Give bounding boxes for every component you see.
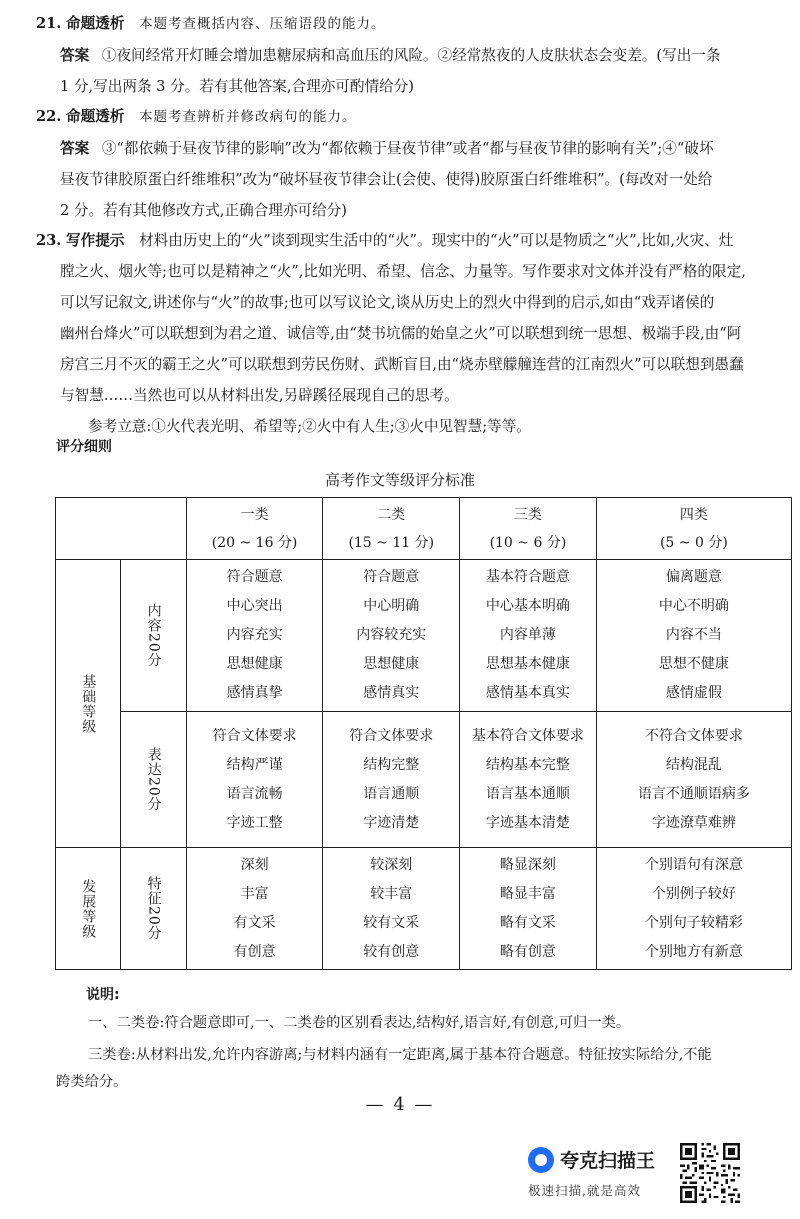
criterion: 结构基本完整: [485, 756, 570, 773]
grade-header: [186, 498, 323, 560]
grade-range: (10 ~ 6 分): [489, 534, 567, 551]
criterion: 略显丰富: [499, 885, 556, 902]
row-expression-label: 表达20分: [145, 747, 162, 812]
criterion: 较丰富: [370, 885, 413, 902]
answer-label: 答案: [60, 140, 90, 157]
grade-header: [596, 498, 791, 560]
question-intro: 本题考查概括内容、压缩语段的能力。: [139, 16, 386, 32]
criterion: 字迹清楚: [363, 814, 420, 831]
criterion: 内容单薄: [499, 627, 556, 643]
answer-text: 2 分。若有其他修改方式,正确合理亦可给分): [60, 202, 347, 219]
criterion: 丰富: [240, 885, 269, 902]
table-cell: [186, 560, 323, 712]
page-number: — 4 —: [365, 1094, 435, 1115]
table-cell: [460, 848, 597, 970]
question-23: [36, 225, 774, 442]
table-cell: [323, 560, 460, 712]
question-number: 22.: [36, 108, 62, 125]
grade-range: (15 ~ 11 分): [348, 534, 435, 551]
criterion: 语言通顺: [363, 785, 420, 802]
question-label: 命题透析: [66, 15, 125, 32]
group-basic-cell: [56, 560, 121, 848]
grade-range: (20 ~ 16 分): [211, 534, 298, 551]
criterion: 结构混乱: [665, 756, 722, 773]
criterion: 偏离题意: [665, 569, 722, 585]
answer-text: 1 分,写出两条 3 分。若有其他答案,合理亦可酌情给分): [60, 78, 414, 95]
criterion: 思想基本健康: [485, 656, 570, 672]
grade-name: 二类: [377, 506, 406, 523]
criterion: 语言基本通顺: [485, 785, 570, 802]
grade-name: 四类: [679, 506, 708, 523]
criterion: 有文采: [233, 914, 276, 931]
grade-range: (5 ~ 0 分): [659, 534, 728, 551]
criterion: 略有创意: [499, 943, 556, 960]
question-label: 写作提示: [66, 232, 125, 249]
table-cell: [596, 560, 791, 712]
answer-text: ③“都依赖于昼夜节律的影响”改为“都依赖于昼夜节律”或者“都与昼夜节律的影响有关”;④“破坏: [101, 140, 714, 157]
criterion: 个别句子较精彩: [644, 914, 743, 931]
notes-heading: 说明:: [86, 987, 120, 1003]
table-cell: [323, 848, 460, 970]
group-basic-label: 基础等级: [80, 673, 97, 734]
grade-header: [323, 498, 460, 560]
brand-name: 夸克扫描王: [560, 1150, 656, 1172]
writing-tip-text: 与智慧……当然也可以从材料出发,另辟蹊径展现自己的思考。: [60, 387, 459, 404]
grade-name: 一类: [240, 506, 269, 523]
criterion: 不符合文体要求: [644, 727, 743, 744]
row-expression-cell: [121, 712, 186, 848]
criterion: 语言流畅: [226, 785, 283, 802]
criterion: 字迹基本清楚: [485, 814, 570, 831]
criterion: 感情真实: [363, 685, 420, 701]
table-cell: [323, 712, 460, 848]
criterion: 内容较充实: [356, 627, 427, 643]
criterion: 有创意: [233, 943, 276, 960]
criterion: 较深刻: [370, 856, 413, 873]
row-feature-label: 特征20分: [145, 876, 162, 941]
writing-tip-text: 可以写记叙文,讲述你与“火”的故事;也可以写议论文,谈从历史上的烈火中得到的启示,如由“戏弄诸侯的: [60, 294, 715, 311]
criterion: 个别语句有深意: [644, 856, 743, 873]
writing-tip-text: 幽州台烽火”可以联想到为君之道、诚信等,由“焚书坑儒的始皇之火”可以联想到统一思想、极端手段,由“阿: [60, 325, 742, 342]
brand-slogan: 极速扫描,就是高效: [528, 1183, 641, 1198]
criterion: 中心突出: [226, 598, 283, 614]
writing-tip-text: 材料由历史上的“火”谈到现实生活中的“火”。现实中的“火”可以是物质之“火”,比如,火灾、灶: [139, 232, 734, 249]
answer-text: ①夜间经常开灯睡会增加患糖尿病和高血压的风险。②经常熬夜的人皮肤状态会变差。(写出一条: [101, 47, 721, 64]
reference-themes: 参考立意:①火代表光明、希望等;②火中有人生;③火中见智慧;等等。: [88, 418, 531, 435]
grade-header: [460, 498, 597, 560]
answer-text: 昼夜节律胶原蛋白纤维堆积”改为“破坏昼夜节律会让(会使、使得)胶原蛋白纤维堆积”。(每改对一处给: [60, 171, 713, 188]
row-feature-cell: [121, 848, 186, 970]
criterion: 思想健康: [226, 656, 283, 672]
criterion: 结构严谨: [226, 756, 283, 773]
criterion: 内容充实: [226, 627, 283, 643]
criterion: 结构完整: [363, 756, 420, 773]
grading-table: [55, 497, 792, 970]
criterion: 较有文采: [363, 914, 420, 931]
question-21: [36, 8, 774, 102]
criterion: 中心明确: [363, 598, 420, 614]
criterion: 个别例子较好: [651, 885, 736, 902]
scanner-watermark: [528, 1146, 678, 1199]
criterion: 符合文体要求: [212, 727, 297, 744]
criterion: 中心基本明确: [485, 598, 570, 614]
criterion: 感情虚假: [665, 685, 722, 701]
group-dev-label: 发展等级: [80, 878, 97, 939]
table-cell: [460, 560, 597, 712]
table-title: 高考作文等级评分标准: [324, 471, 475, 489]
table-cell: [596, 848, 791, 970]
row-content-label: 内容20分: [145, 603, 162, 668]
note-text: 三类卷:从材料出发,允许内容游离;与材料内涵有一定距离,属于基本符合题意。特征按实际给分,不能: [88, 1047, 712, 1063]
question-label: 命题透析: [66, 108, 125, 125]
criterion: 字迹工整: [226, 814, 283, 831]
criterion: 深刻: [240, 856, 269, 873]
answer-label: 答案: [60, 47, 90, 64]
criterion: 略有文采: [499, 914, 556, 931]
question-number: 21.: [36, 15, 62, 32]
question-intro: 本题考查辨析并修改病句的能力。: [139, 109, 357, 125]
table-cell: [186, 712, 323, 848]
table-cell: [460, 712, 597, 848]
table-row-expression: [56, 712, 792, 848]
criterion: 个别地方有新意: [644, 943, 743, 960]
criterion: 感情基本真实: [485, 685, 570, 701]
criterion: 语言不通顺语病多: [637, 785, 750, 802]
criterion: 思想不健康: [658, 656, 729, 672]
question-number: 23.: [36, 232, 62, 249]
row-content-cell: [121, 560, 186, 712]
grade-name: 三类: [513, 506, 542, 523]
table-row-feature: [56, 848, 792, 970]
table-cell: [596, 712, 791, 848]
group-dev-cell: [56, 848, 121, 970]
criterion: 感情真挚: [226, 685, 283, 701]
criterion: 较有创意: [363, 943, 420, 960]
criterion: 基本符合题意: [485, 569, 570, 585]
note-text: 一、二类卷:符合题意即可,一、二类卷的区别看表达,结构好,语言好,有创意,可归一类。: [88, 1015, 631, 1031]
criterion: 思想健康: [363, 656, 420, 672]
qr-code-icon: [680, 1143, 740, 1203]
quark-logo-icon: [528, 1147, 554, 1173]
criterion: 基本符合文体要求: [471, 727, 584, 744]
criterion: 符合题意: [363, 569, 420, 585]
writing-tip-text: 房宫三月不灭的霸王之火”可以联想到劳民伤财、武断盲目,由“烧赤壁艨艟连营的江南烈火”可以联想到愚蠢: [60, 356, 744, 373]
question-22: [36, 101, 774, 226]
header-corner: [56, 498, 187, 560]
criterion: 中心不明确: [658, 598, 729, 614]
criterion: 字迹潦草难辨: [651, 814, 736, 831]
criterion: 略显深刻: [499, 856, 556, 873]
section-heading: 评分细则: [56, 439, 112, 455]
writing-tip-text: 膛之火、烟火等;也可以是精神之“火”,比如光明、希望、信念、力量等。写作要求对文体并没有严格的限定,: [60, 263, 746, 280]
table-row-content: [56, 560, 792, 712]
table-header-row: [56, 498, 792, 560]
note-text: 跨类给分。: [56, 1074, 128, 1090]
criterion: 内容不当: [665, 627, 722, 643]
table-cell: [186, 848, 323, 970]
criterion: 符合文体要求: [349, 727, 434, 744]
criterion: 符合题意: [226, 569, 283, 585]
